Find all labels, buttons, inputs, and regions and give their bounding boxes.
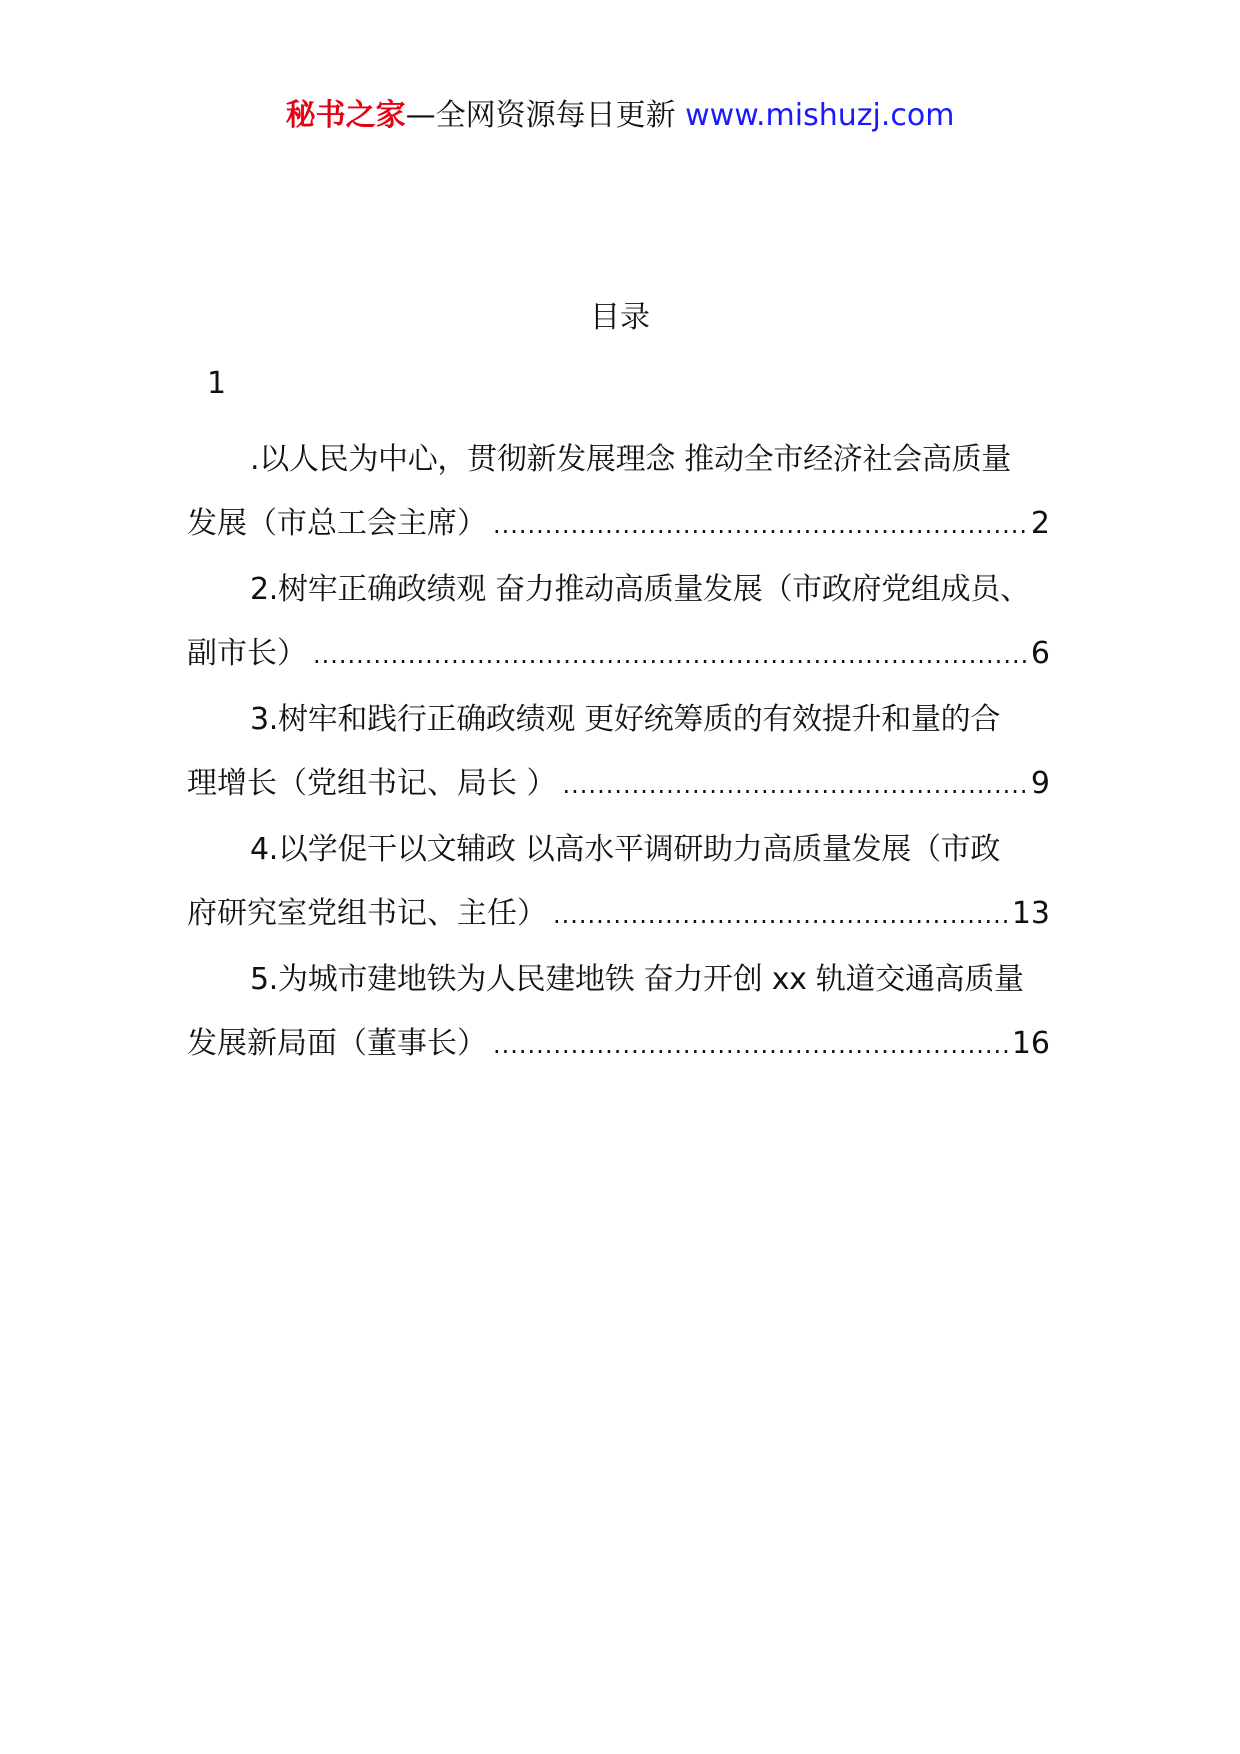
toc-stray-number: 1 bbox=[207, 366, 227, 401]
toc-entry[interactable] bbox=[187, 558, 1050, 687]
leader-dots bbox=[493, 493, 1029, 557]
header-tagline: —全网资源每日更新 bbox=[405, 98, 676, 133]
brand-name: 秘书之家 bbox=[285, 98, 406, 133]
site-link[interactable]: www.mishuzj.com bbox=[685, 98, 955, 133]
table-of-contents bbox=[187, 428, 1050, 1078]
leader-dots bbox=[553, 883, 1010, 947]
page-header bbox=[0, 96, 1240, 136]
leader-dots bbox=[563, 753, 1029, 817]
toc-entry-title: 4.以学促干以文辅政 以高水平调研助力高质量发展（市政 bbox=[250, 832, 1001, 867]
toc-entry-page: 2 bbox=[1030, 506, 1050, 541]
toc-entry-title: .以人民为中心，贯彻新发展理念 推动全市经济社会高质量 bbox=[250, 442, 1011, 477]
toc-entry-title: 5.为城市建地铁为人民建地铁 奋力开创 xx 轨道交通高质量 bbox=[250, 962, 1024, 997]
toc-entry-page: 16 bbox=[1011, 1026, 1050, 1061]
toc-entry-page: 6 bbox=[1030, 636, 1050, 671]
toc-entry-title-cont: 发展（市总工会主席） bbox=[187, 506, 487, 541]
toc-entry[interactable] bbox=[187, 818, 1050, 947]
leader-dots bbox=[313, 623, 1029, 687]
toc-entry-page: 13 bbox=[1011, 896, 1050, 931]
toc-entry[interactable] bbox=[187, 948, 1050, 1077]
toc-entry-title-cont: 理增长（党组书记、局长 ） bbox=[187, 766, 557, 801]
toc-entry-title: 3.树牢和践行正确政绩观 更好统筹质的有效提升和量的合 bbox=[250, 702, 1001, 737]
toc-entry-title-cont: 副市长） bbox=[187, 636, 307, 671]
toc-entry-title-cont: 府研究室党组书记、主任） bbox=[187, 896, 547, 931]
toc-entry[interactable] bbox=[187, 688, 1050, 817]
toc-entry-title: 2.树牢正确政绩观 奋力推动高质量发展（市政府党组成员、 bbox=[250, 572, 1030, 607]
leader-dots bbox=[493, 1013, 1010, 1077]
toc-title: 目录 bbox=[590, 300, 650, 335]
toc-entry-page: 9 bbox=[1030, 766, 1050, 801]
toc-entry[interactable] bbox=[187, 428, 1050, 557]
toc-entry-title-cont: 发展新局面（董事长） bbox=[187, 1026, 487, 1061]
